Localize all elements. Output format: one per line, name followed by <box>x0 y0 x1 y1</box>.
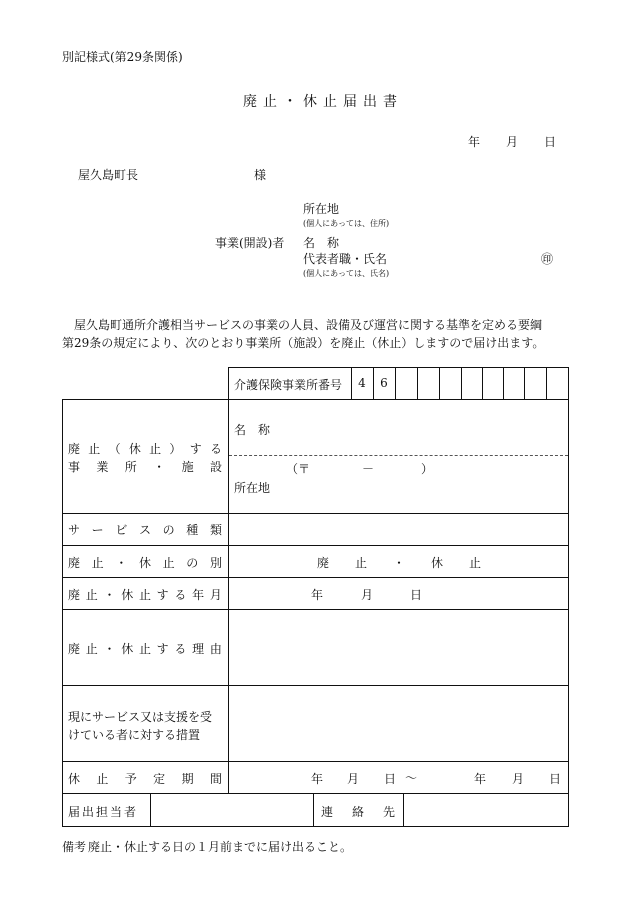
service-type-label: サ ー ビ ス の 種 類 <box>68 523 222 537</box>
abolish-date-day: 日 <box>410 588 423 602</box>
facility-name-label: 名 称 <box>234 423 271 437</box>
form-note: 別記様式(第29条関係) <box>62 50 183 64</box>
office-number-digit[interactable]: 6 <box>380 376 388 390</box>
period-day-end: 日 <box>549 772 562 786</box>
measures-label-line2: けている者に対する措置 <box>68 728 201 742</box>
period-day-start: 日 <box>384 772 397 786</box>
postal-open: （〒 <box>286 462 311 476</box>
applicant-rep-note: (個人にあっては、氏名) <box>303 269 390 278</box>
measures-label-line1: 現にサービス又は支援を受 <box>68 710 213 724</box>
person-in-charge-input[interactable] <box>151 794 312 826</box>
footer-note-text: 廃止・休止する日の１月前までに届け出ること。 <box>88 840 353 854</box>
abolish-date-month: 月 <box>361 588 374 602</box>
body-paragraph <box>62 316 572 352</box>
date-year-label: 年 <box>468 135 481 149</box>
abolish-date-label: 廃 止 ・ 休 止 す る 年 月 <box>68 588 222 602</box>
applicant-name-label: 名 称 <box>303 236 340 250</box>
body-line-1: 屋久島町通所介護相当サービスの事業の人員、設備及び運営に関する基準を定める要綱 <box>74 318 543 332</box>
date-month-label: 月 <box>506 135 519 149</box>
postal-dash: － <box>362 462 375 476</box>
person-in-charge-label: 届出担当者 <box>68 805 139 819</box>
addressee-name: 屋久島町長 <box>78 168 139 182</box>
facility-label-line2: 事 業 所 ・ 施 設 <box>68 460 222 474</box>
abolish-type-options[interactable]: 廃 止 ・ 休 止 <box>317 556 481 570</box>
measures-label <box>68 708 228 744</box>
period-month-end: 月 <box>512 772 525 786</box>
abolish-date-year: 年 <box>311 588 324 602</box>
period-label: 休 止 予 定 期 間 <box>68 772 222 786</box>
applicant-label: 事業(開設)者 <box>215 236 285 250</box>
footer-note-label: 備考 <box>62 840 87 854</box>
date-day-label: 日 <box>544 135 557 149</box>
period-year-start: 年 <box>311 772 324 786</box>
body-line-2: 第29条の規定により、次のとおり事業所（施設）を廃止（休止）しますので届け出ます。 <box>62 336 545 350</box>
office-number-label: 介護保険事業所番号 <box>234 378 343 392</box>
document-title: 廃止・休止届出書 <box>243 94 403 110</box>
seal-mark: ㊞ <box>541 252 554 266</box>
addressee-honorific: 様 <box>254 168 267 182</box>
applicant-location-label: 所在地 <box>303 202 340 216</box>
facility-label-line1: 廃 止 （ 休 止 ） す る <box>68 442 222 456</box>
applicant-rep-label: 代表者職・氏名 <box>303 252 388 266</box>
reason-label: 廃 止 ・ 休 止 す る 理 由 <box>68 642 222 656</box>
period-year-end: 年 <box>474 772 487 786</box>
period-month-start: 月 <box>347 772 360 786</box>
measures-input[interactable] <box>229 686 568 761</box>
office-number-digit[interactable]: 4 <box>358 376 366 390</box>
postal-close: ） <box>421 462 434 476</box>
reason-input[interactable] <box>229 610 568 685</box>
contact-input[interactable] <box>404 794 568 826</box>
contact-label: 連 絡 先 <box>321 805 395 819</box>
period-tilde: ～ <box>405 771 418 785</box>
applicant-location-note: (個人にあっては、住所) <box>303 219 390 228</box>
facility-location-label: 所在地 <box>234 481 271 495</box>
abolish-type-label: 廃 止 ・ 休 止 の 別 <box>68 556 222 570</box>
